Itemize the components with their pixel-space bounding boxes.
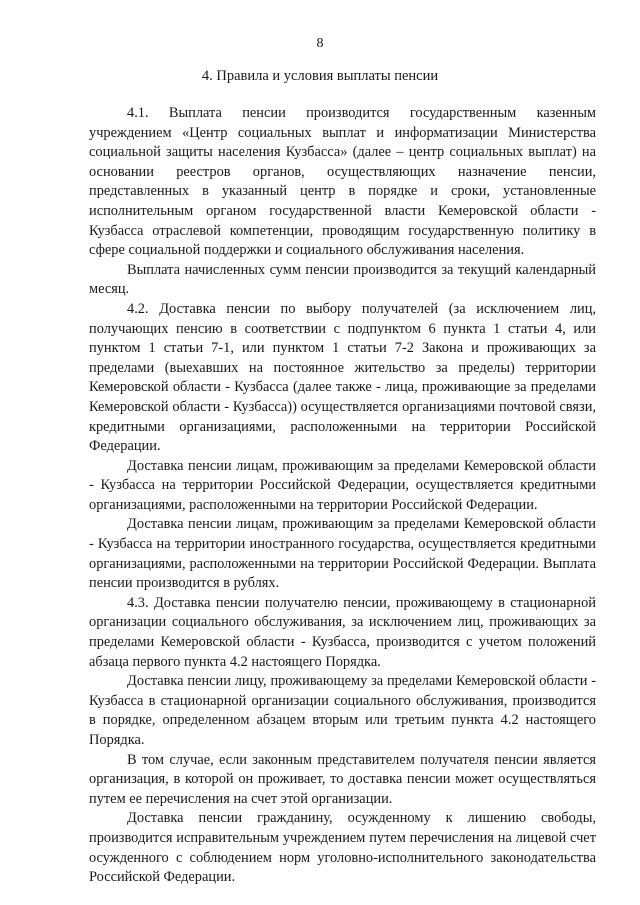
paragraph-4-3: 4.3. Доставка пенсии получателю пенсии, проживающему в стационарной организации социального обслуживания, за исключением лиц, проживающих за пределами Кемеровской области - Кузбасса, производится с учетом положений абзаца первого пункта 4.2 настоящего Порядка.: [89, 594, 596, 670]
paragraph-legal-representative: В том случае, если законным представителем получателя пенсии является организация, в которой он проживает, то доставка пенсии может осуществляться путем ее перечисления на счет этой организации.: [89, 751, 596, 807]
document-body: [89, 104, 596, 888]
paragraph-payment-period: Выплата начисленных сумм пенсии производится за текущий календарный месяц.: [89, 261, 596, 298]
page-number: 8: [316, 36, 324, 51]
paragraph-delivery-russia: Доставка пенсии лицам, проживающим за пределами Кемеровской области - Кузбасса на территории Российской Федерации, осуществляется кредитными организациями, расположенными на территории Российской Федерации.: [89, 457, 596, 513]
paragraph-convicted: Доставка пенсии гражданину, осужденному к лишению свободы, производится исправительным учреждением путем перечисления на лицевой счет осужденного с соблюдением норм уголовно-исполнительного законодательства Российской Федерации.: [89, 810, 596, 886]
paragraph-delivery-abroad: Доставка пенсии лицам, проживающим за пределами Кемеровской области - Кузбасса на территории иностранного государства, осуществляется кредитными организациями, расположенными на территории Российской Федерации. Выплата пенсии производится в рублях.: [89, 516, 596, 592]
paragraph-4-2: 4.2. Доставка пенсии по выбору получателей (за исключением лиц, получающих пенсию в соответствии с подпунктом 6 пункта 1 статьи 4, или пунктом 1 статьи 7-1, или пунктом 1 статьи 7-2 Закона и проживающих за пределами (выехавших на постоянное жительство за пределы) территории Кемеровской области - Кузбасса (далее также - лица, проживающие за пределами Кемеровской области - Кузбасса)) осуществляется организациями почтовой связи, кредитными организациями, расположенными на территории Российской Федерации.: [89, 300, 596, 455]
paragraph-4-1: 4.1. Выплата пенсии производится государственным казенным учреждением «Центр социальных выплат и информатизации Министерства социальной защиты населения Кузбасса» (далее – центр социальных выплат) на основании реестров органов, осуществляющих назначение пенсии, представленных в указанный центр в порядке и сроки, установленные исполнительным органом государственной власти Кемеровской области - Кузбасса отраслевой компетенции, проводящим государственную политику в сфере социальной поддержки и социального обслуживания населения.: [89, 105, 596, 259]
section-title: 4. Правила и условия выплаты пенсии: [201, 68, 439, 84]
paragraph-residential-outside: Доставка пенсии лицу, проживающему за пределами Кемеровской области - Кузбасса в стационарной организации социального обслуживания, производится в порядке, определенном абзацем вторым или третьим пункта 4.2 настоящего Порядка.: [89, 673, 596, 748]
